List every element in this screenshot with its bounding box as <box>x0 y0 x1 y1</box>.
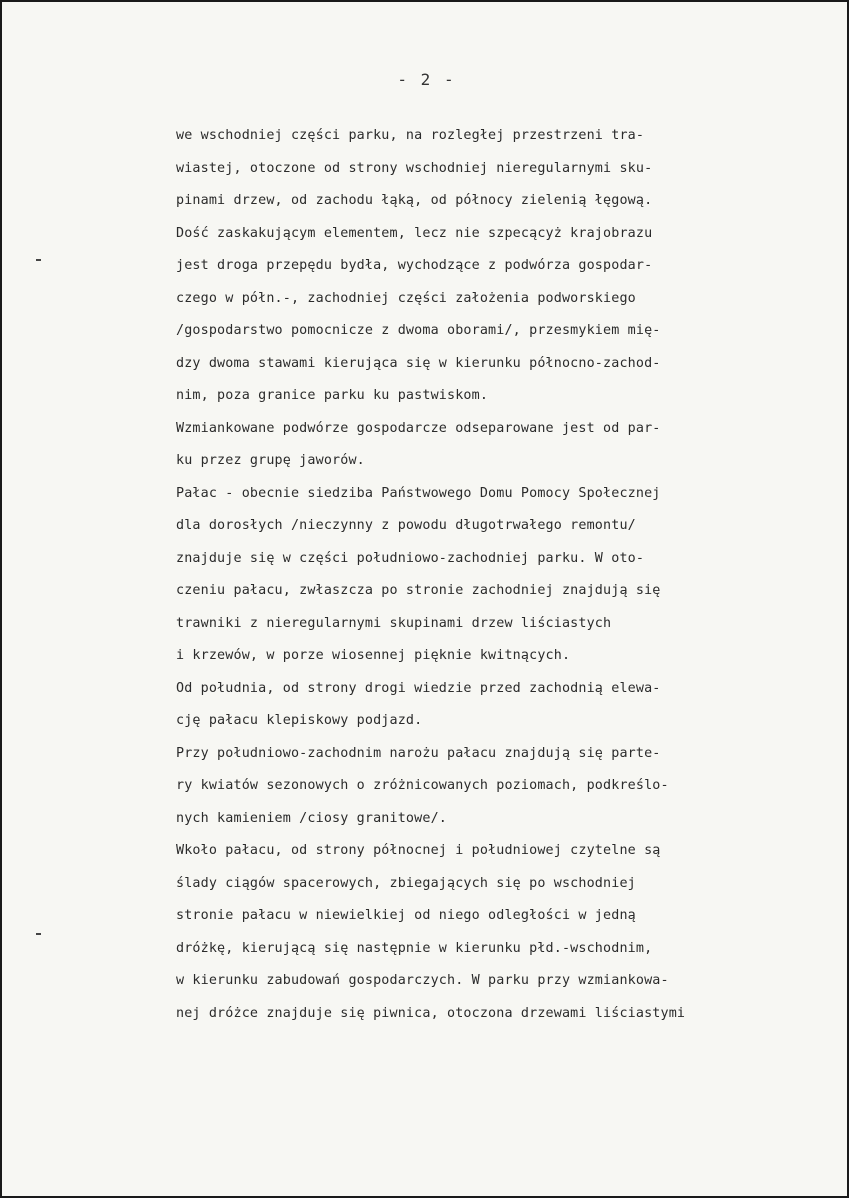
text-line: jest droga przepędu bydła, wychodzące z podwórza gospodar- <box>176 258 653 273</box>
text-line: /gospodarstwo pomocnicze z dwoma oborami/, przesmykiem mię- <box>176 323 661 338</box>
text-line: we wschodniej części parku, na rozległej przestrzeni tra- <box>176 128 645 143</box>
text-line: Przy południowo-zachodnim narożu pałacu znajdują się parte- <box>176 745 661 761</box>
text-line: Od południa, od strony drogi wiedzie przed zachodnią elewa- <box>176 680 661 696</box>
text-line: Pałac - obecnie siedziba Państwowego Domu Pomocy Społecznej <box>176 485 661 501</box>
text-line: cję pałacu klepiskowy podjazd. <box>176 713 423 728</box>
text-line: dzy dwoma stawami kierująca się w kierunku północno-zachod- <box>176 355 661 371</box>
text-line: ku przez grupę jaworów. <box>176 453 365 468</box>
text-line: w kierunku zabudowań gospodarczych. W parku przy wzmiankowa- <box>176 973 669 988</box>
text-line: Wkoło pałacu, od strony północnej i południowej czytelne są <box>176 843 661 858</box>
text-line: trawniki z nieregularnymi skupinami drzew liściastych <box>176 615 612 631</box>
text-line: znajduje się w części południowo-zachodniej parku. W oto- <box>176 550 645 566</box>
text-line: pinami drzew, od zachodu łąką, od północy zielenią łęgową. <box>176 193 653 208</box>
text-line: i krzewów, w porze wiosennej pięknie kwitnących. <box>176 648 571 663</box>
text-line: nych kamieniem /ciosy granitowe/. <box>176 810 447 826</box>
text-line: czeniu pałacu, zwłaszcza po stronie zachodniej znajdują się <box>176 583 661 598</box>
text-line: czego w półn.-, zachodniej części założenia podworskiego <box>176 290 636 306</box>
text-line: stronie pałacu w niewielkiej od niego odległości w jedną <box>176 908 636 923</box>
page-number: - 2 - <box>397 70 456 89</box>
text-line: nej dróżce znajduje się piwnica, otoczona drzewami liściastymi <box>176 1005 686 1021</box>
text-line: dróżkę, kierującą się następnie w kierunku płd.-wschodnim, <box>176 940 653 956</box>
text-line: wiastej, otoczone od strony wschodniej nieregularnymi sku- <box>176 160 653 176</box>
text-line: dla dorosłych /nieczynny z powodu długotrwałego remontu/ <box>176 518 636 533</box>
margin-mark <box>36 933 41 935</box>
margin-mark <box>36 259 41 261</box>
typewritten-text <box>176 120 841 1030</box>
text-line: Wzmiankowane podwórze gospodarcze odseparowane jest od par- <box>176 420 661 436</box>
text-line: Dość zaskakującym elementem, lecz nie szpecącyż krajobrazu <box>176 225 653 241</box>
text-line: ślady ciągów spacerowych, zbiegających się po wschodniej <box>176 875 636 891</box>
text-line: nim, poza granice parku ku pastwiskom. <box>176 388 489 403</box>
text-line: ry kwiatów sezonowych o zróżnicowanych poziomach, podkreślo- <box>176 778 669 793</box>
